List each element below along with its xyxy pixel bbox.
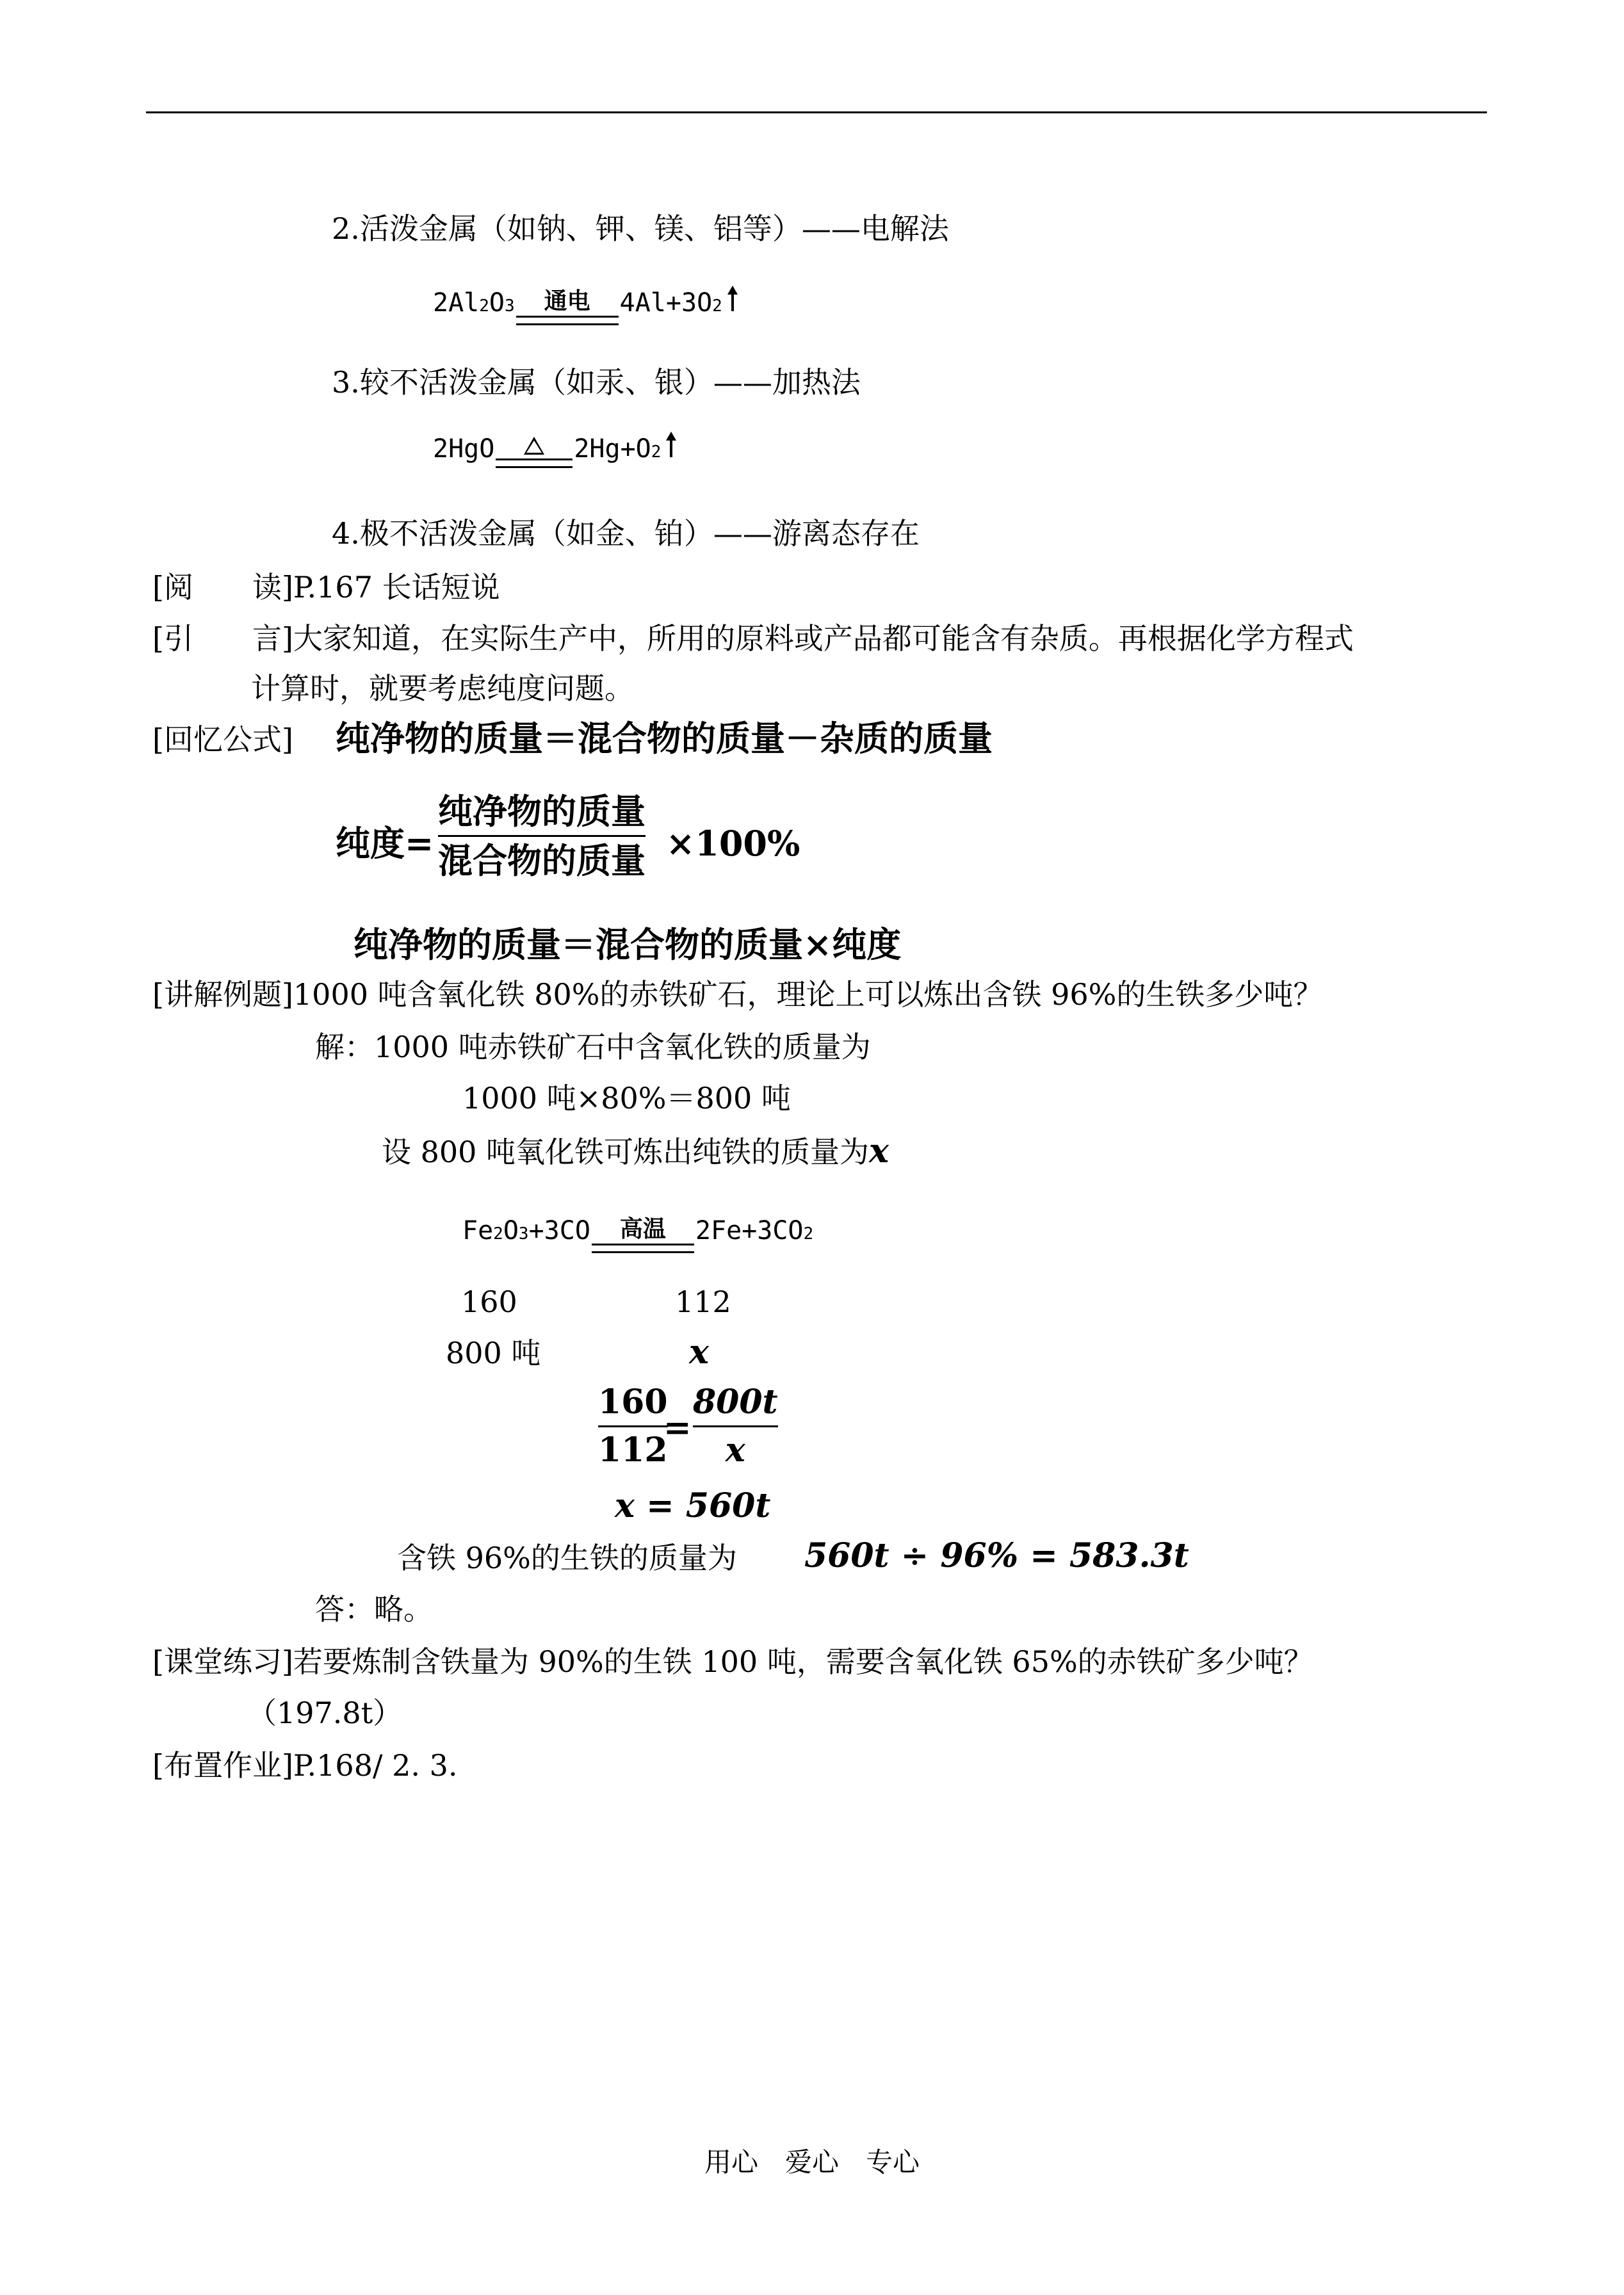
reaction-condition: 通电 <box>516 290 619 325</box>
homework-text: P.168/ 2. 3. <box>293 1748 458 1783</box>
ratio-equals: = <box>663 1408 692 1447</box>
section-tag: [讲解例题] <box>152 977 293 1012</box>
item-2-text: 2.活泼金属（如钠、钾、镁、铝等）——电解法 <box>332 211 949 246</box>
item-4-text: 4.极不活泼金属（如金、铂）——游离态存在 <box>332 516 920 551</box>
item-3-text: 3.较不活泼金属（如汞、银）——加热法 <box>332 365 861 400</box>
result-x: x = 560t <box>615 1486 771 1525</box>
example-question: 1000 吨含氧化铁 80%的赤铁矿石，理论上可以炼出含铁 96%的生铁多少吨？ <box>293 977 1323 1012</box>
practice-answer: （197.8t） <box>247 1696 403 1730</box>
reaction-condition: 高温 <box>592 1218 694 1253</box>
molar-mass-left: 160 <box>461 1285 517 1319</box>
solution-line-2: 1000 吨×80%＝800 吨 <box>462 1081 791 1115</box>
formula-net-mass: 纯净物的质量＝混合物的质量－杂质的质量 <box>336 718 993 759</box>
gas-arrow-icon <box>727 286 738 311</box>
recall-tag: [回忆公式] <box>152 722 293 757</box>
formula-pure-mass: 纯净物的质量＝混合物的质量×纯度 <box>353 924 902 965</box>
intro-section <box>152 621 1354 656</box>
page-footer: 用心 爱心 专心 <box>704 2146 920 2178</box>
iron-mass-calc: 560t ÷ 96% = 583.3t <box>804 1536 1189 1575</box>
purity-fraction <box>438 791 646 881</box>
gas-arrow-icon <box>666 432 676 457</box>
homework-section <box>152 1748 458 1783</box>
electrolysis-equation: 2Al 2 O 3 通电 4Al+3O 2 <box>433 286 738 328</box>
fraction-numerator: 纯净物的质量 <box>438 791 646 832</box>
practice-section <box>152 1644 1313 1679</box>
section-tag: [布置作业] <box>152 1748 293 1783</box>
unknown-right: x <box>689 1333 710 1372</box>
purity-suffix: ×100% <box>666 823 800 864</box>
header-rule <box>146 111 1487 113</box>
ratio-left-fraction: 160 112 <box>598 1383 668 1470</box>
reaction-condition <box>496 437 572 468</box>
answer-text: 答：略。 <box>315 1592 433 1626</box>
triangle-heat-icon <box>524 437 544 455</box>
heating-equation: 2HgO 2Hg+O 2 <box>433 432 676 471</box>
ratio-right-fraction: 800t x <box>693 1383 778 1470</box>
solution-line-3: 设 800 吨氧化铁可炼出纯铁的质量为x <box>382 1131 889 1171</box>
solution-line-1: 解：1000 吨赤铁矿石中含氧化铁的质量为 <box>315 1030 871 1064</box>
section-tag: [引 言] <box>152 621 293 656</box>
section-text: P.167 长话短说 <box>293 570 500 604</box>
practice-question: 若要炼制含铁量为 90%的生铁 100 吨，需要含氧化铁 65%的赤铁矿多少吨？ <box>293 1644 1313 1679</box>
smelting-equation: Fe 2 O 3 +3CO 高温 2Fe+3CO 2 <box>462 1218 813 1256</box>
read-section <box>152 572 500 602</box>
section-tag: [课堂练习] <box>152 1644 293 1679</box>
section-tag: [阅 读] <box>152 570 293 604</box>
molar-mass-right: 112 <box>675 1285 731 1319</box>
iron-mass-text: 含铁 96%的生铁的质量为 <box>397 1541 737 1575</box>
given-mass-left: 800 吨 <box>446 1336 541 1370</box>
fraction-denominator: 混合物的质量 <box>438 840 646 881</box>
section-text: 大家知道，在实际生产中，所用的原料或产品都可能含有杂质。再根据化学方程式 <box>293 621 1354 656</box>
example-section <box>152 977 1323 1012</box>
variable-x: x <box>869 1131 889 1171</box>
intro-line-2: 计算时，就要考虑纯度问题。 <box>251 671 634 706</box>
purity-label: 纯度= <box>336 823 434 864</box>
